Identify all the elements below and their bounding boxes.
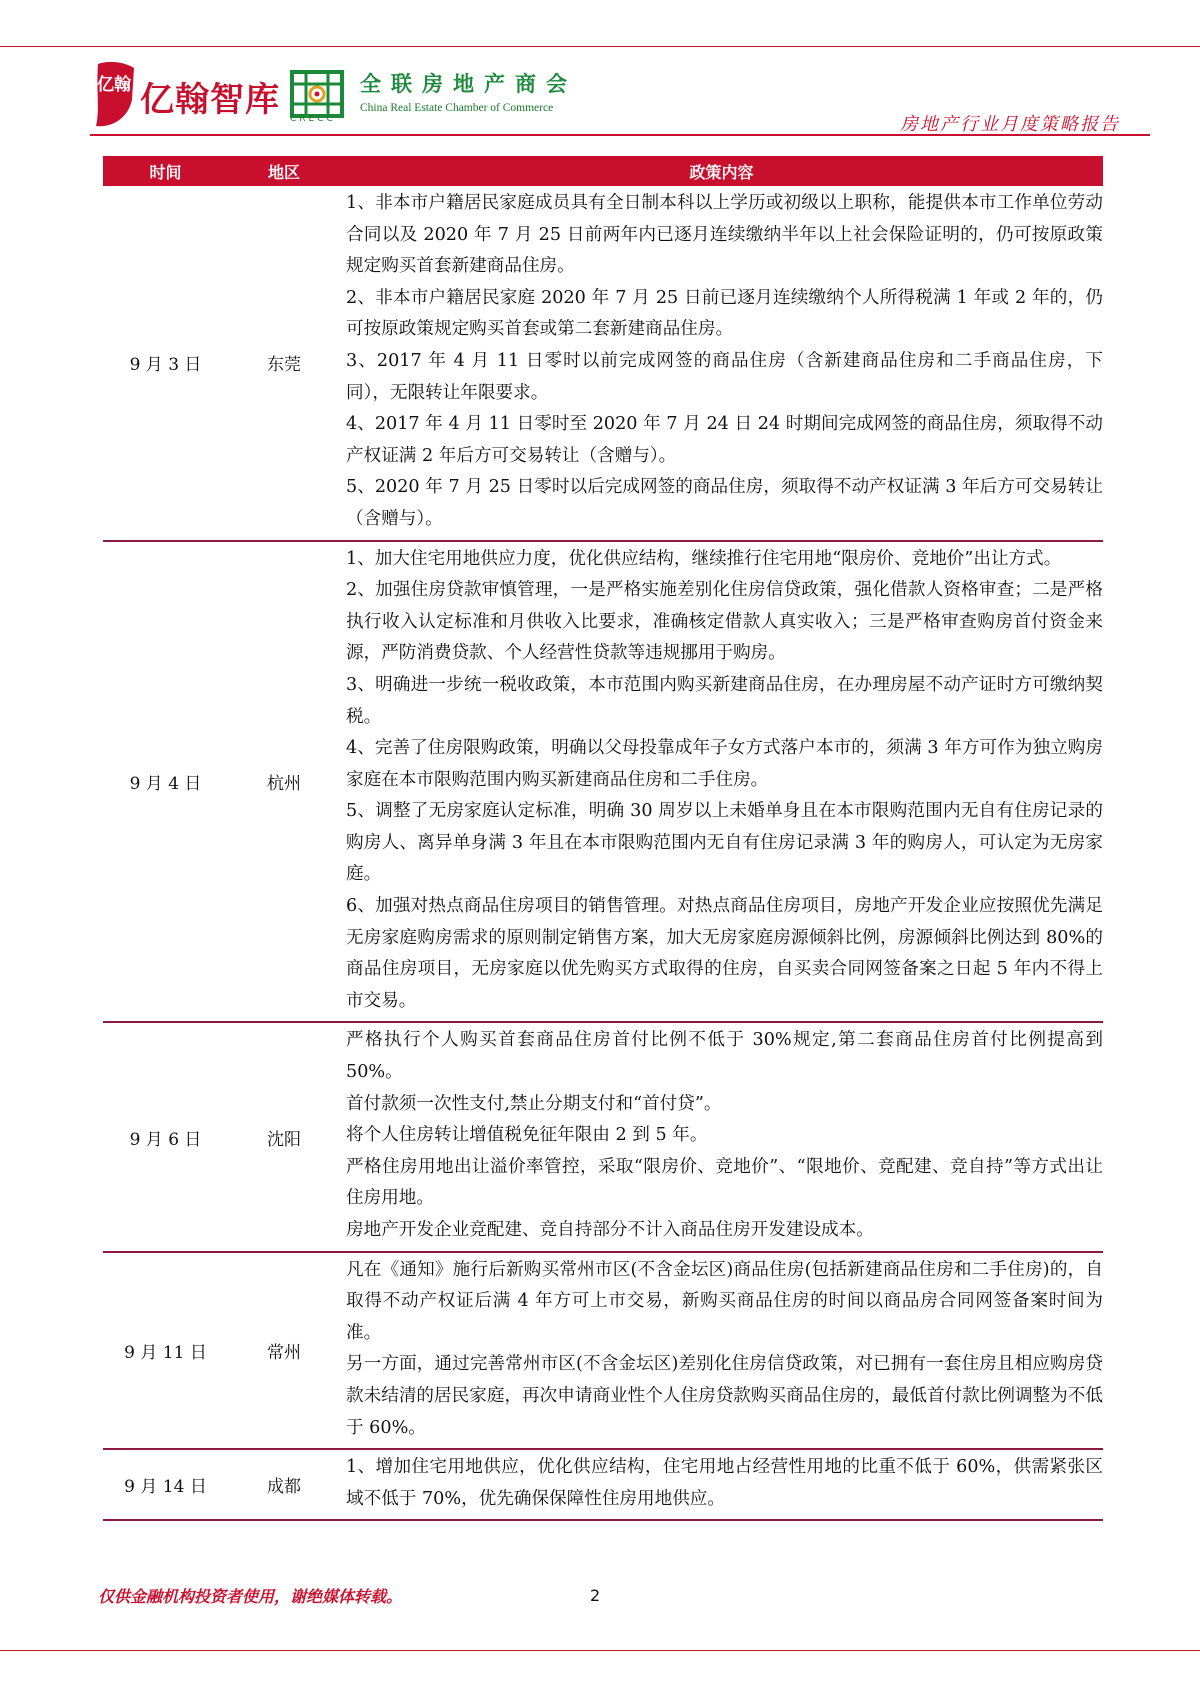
- policy-item: 严格执行个人购买首套商品住房首付比例不低于 30%规定,第二套商品住房首付比例提高到 50%。: [346, 1030, 1103, 1083]
- policy-item: 房地产开发企业竞配建、竞自持部分不计入商品住房开发建设成本。: [346, 1220, 874, 1240]
- header-region: 地区: [267, 162, 300, 182]
- row-date: 9 月 14 日: [124, 1477, 207, 1498]
- row-date: 9 月 4 日: [129, 773, 202, 794]
- row-content: [340, 1023, 1103, 1250]
- policy-item: 另一方面，通过完善常州市区(不含金坛区)差别化住房信贷政策，对已拥有一套住房且相应购房贷款未结清的居民家庭，再次申请商业性个人住房贷款购买商品住房的，最低首付款比例调整为不低于 60%。: [346, 1354, 1103, 1438]
- crecc-logo: [290, 62, 650, 132]
- row-region: 成都: [267, 1477, 301, 1498]
- policy-item: 严格住房用地出让溢价率管控，采取“限房价、竞地价”、“限地价、竞配建、竞自持”等方式出让住房用地。: [346, 1156, 1103, 1209]
- row-content: [340, 1253, 1103, 1449]
- page-number: 2: [590, 1586, 601, 1605]
- policy-item: 5、调整了无房家庭认定标准，明确 30 周岁以上未婚单身且在本市限购范围内无自有住房记录的购房人、离异单身满 3 年且在本市限购范围内无自有住房记录满 3 年的购房人，可认定为无房家庭。: [346, 801, 1103, 885]
- row-region: 常州: [267, 1342, 301, 1363]
- page-header: [90, 58, 1150, 138]
- table-row: [103, 1023, 1103, 1252]
- header-rule: [90, 134, 1150, 136]
- policy-item: 1、非本市户籍居民家庭成员具有全日制本科以上学历或初级以上职称，能提供本市工作单位劳动合同以及 2020 年 7 月 25 日前两年内已逐月连续缴纳半年以上社会保险证明的，仍可按原政策规定购买首套新建商品住房。: [346, 193, 1103, 277]
- policy-item: 4、2017 年 4 月 11 日零时至 2020 年 7 月 24 日 24 时期间完成网签的商品住房，须取得不动产权证满 2 年后方可交易转让（含赠与）。: [346, 414, 1103, 466]
- policy-item: 2、非本市户籍居民家庭 2020 年 7 月 25 日前已逐月连续缴纳个人所得税满 1 年或 2 年的，仍可按原政策规定购买首套或第二套新建商品住房。: [346, 287, 1103, 340]
- policy-item: 5、2020 年 7 月 25 日零时以后完成网签的商品住房，须取得不动产权证满 3 年后方可交易转让（含赠与）。: [346, 477, 1103, 529]
- yihan-brand-text: 亿翰智库: [140, 80, 280, 120]
- table-row: [103, 186, 1103, 542]
- logo-mark-char-1: 亿翰: [97, 75, 131, 95]
- policy-item: 1、增加住宅用地供应，优化供应结构，住宅用地占经营性用地的比重不低于 60%，供需紧张区域不低于 70%，优先确保保障性住房用地供应。: [346, 1457, 1103, 1509]
- yihan-logo-mark-icon: [90, 60, 138, 130]
- policy-table: [103, 156, 1103, 1521]
- policy-item: 将个人住房转让增值税免征年限由 2 到 5 年。: [346, 1125, 708, 1146]
- yihan-logo: [90, 60, 290, 132]
- disclaimer-note: 仅供金融机构投资者使用，谢绝媒体转载。: [98, 1587, 403, 1606]
- row-date: 9 月 11 日: [124, 1342, 207, 1363]
- policy-item: 首付款须一次性支付,禁止分期支付和“首付贷”。: [346, 1093, 722, 1114]
- policy-item: 3、明确进一步统一税收政策，本市范围内购买新建商品住房，在办理房屋不动产证时方可缴纳契税。: [346, 674, 1103, 727]
- policy-item: 3、2017 年 4 月 11 日零时以前完成网签的商品住房（含新建商品住房和二手商品住房，下同），无限转让年限要求。: [346, 350, 1103, 403]
- row-content: [340, 186, 1103, 540]
- table-row: [103, 1253, 1103, 1451]
- row-region: 东莞: [267, 355, 301, 376]
- row-region: 杭州: [267, 773, 301, 794]
- header-content: 政策内容: [689, 162, 754, 182]
- policy-item: 2、加强住房贷款审慎管理，一是严格实施差别化住房信贷政策，强化借款人资格审查；二是严格执行收入认定标准和月供收入比要求，准确核定借款人真实收入；三是严格审查购房首付资金来源，严防消费贷款、个人经营性贷款等违规挪用于购房。: [346, 580, 1103, 664]
- partner-abbr: CRECC: [290, 114, 336, 124]
- table-row: [103, 1450, 1103, 1521]
- row-content: [340, 542, 1103, 1022]
- top-rule: [0, 46, 1200, 47]
- report-title: 房地产行业月度策略报告: [900, 114, 1120, 135]
- bottom-rule: [0, 1650, 1200, 1651]
- partner-name-cn: 全联房地产商会: [360, 71, 577, 96]
- policy-item: 1、加大住宅用地供应力度，优化供应结构，继续推行住宅用地“限房价、竞地价”出让方式。: [346, 548, 1062, 569]
- partner-name-en: China Real Estate Chamber of Commerce: [360, 102, 554, 114]
- policy-item: 6、加强对热点商品住房项目的销售管理。对热点商品住房项目，房地产开发企业应按照优先满足无房家庭购房需求的原则制定销售方案，加大无房家庭房源倾斜比例，房源倾斜比例达到 80%的商品住房项目，无房家庭以优先购买方式取得的住房，自买卖合同网签备案之日起 5 年内不得上市交易。: [346, 896, 1103, 1011]
- policy-item: 4、完善了住房限购政策，明确以父母投靠成年子女方式落户本市的，须满 3 年方可作为独立购房家庭在本市限购范围内购买新建商品住房和二手住房。: [346, 738, 1103, 790]
- row-date: 9 月 6 日: [129, 1129, 202, 1150]
- row-date: 9 月 3 日: [129, 355, 202, 376]
- row-content: [340, 1450, 1103, 1519]
- header-date: 时间: [149, 162, 182, 182]
- row-region: 沈阳: [267, 1129, 301, 1150]
- policy-item: 凡在《通知》施行后新购买常州市区(不含金坛区)商品住房(包括新建商品住房和二手住房)的，自取得不动产权证后满 4 年方可上市交易，新购买商品住房的时间以商品房合同网签备案时间为准。: [346, 1259, 1103, 1343]
- table-header: [103, 156, 1103, 186]
- table-row: [103, 542, 1103, 1024]
